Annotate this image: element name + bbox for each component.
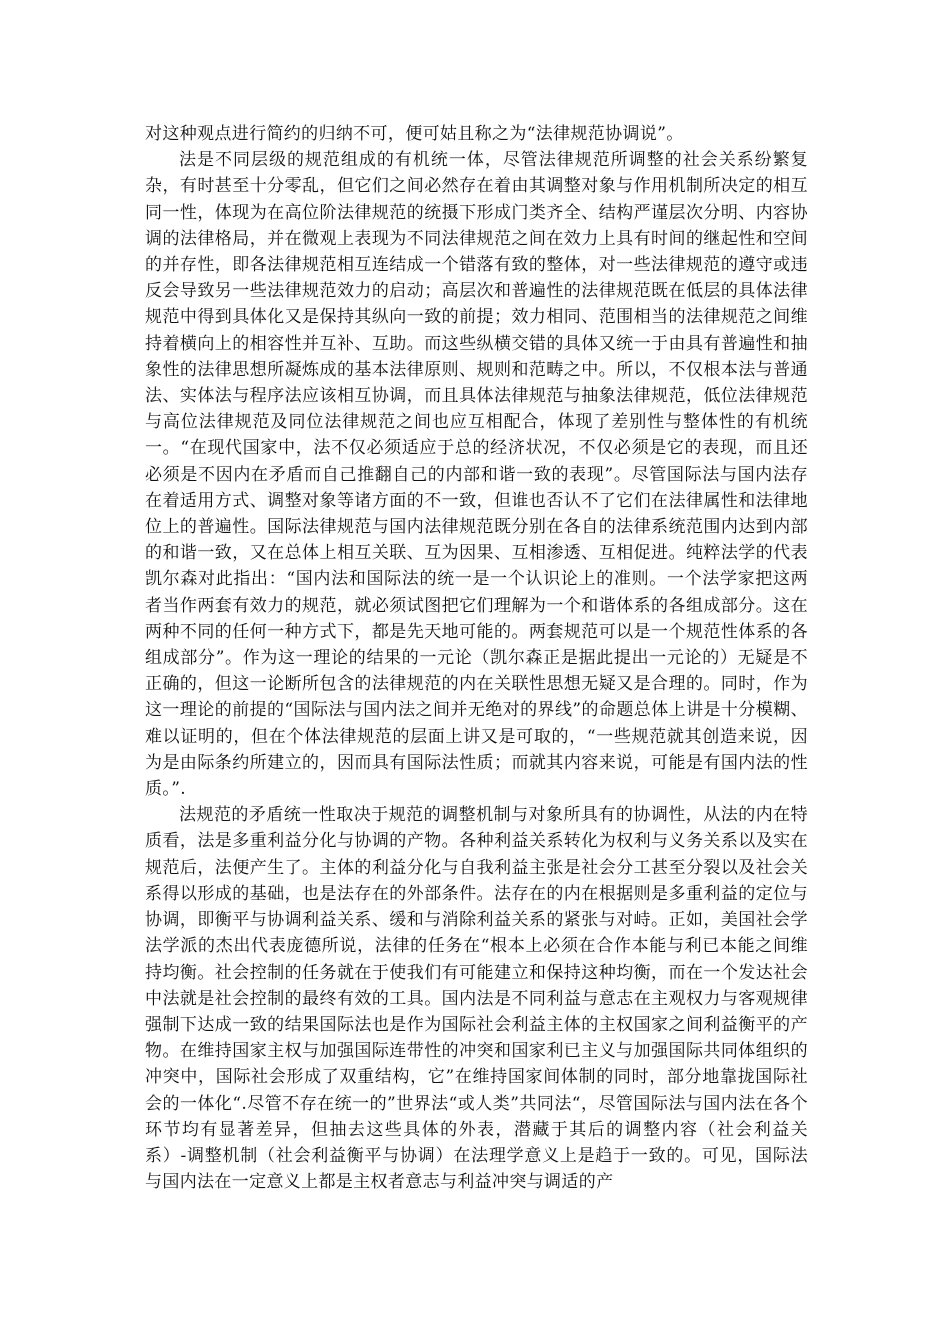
paragraph-continuation: 对这种观点进行简约的归纳不可，便可姑且称之为“法律规范协调说”。: [145, 124, 684, 144]
paragraph-legal-norm-unity: 法是不同层级的规范组成的有机统一体，尽管法律规范所调整的社会关系纷繁复杂，有时甚至十分零乱，但它们之间必然存在着由其调整对象与作用机制所决定的相互同一性，体现为在高位阶法律规范的统摄下形成门类齐全、结构严谨层次分明、内容协调的法律格局，并在微观上表现为不同法律规范之间在效力上具有时间的继起性和空间的并存性，即各法律规范相互连结成一个错落有致的整体，对一些法律规范的遵守或违反会导致另一些法律规范效力的启动；高层次和普遍性的法律规范既在低层的具体法律规范中得到具体化又是保持其纵向一致的前提；效力相同、范围相当的法律规范之间维持着横向上的相容性并互补、互助。而这些纵横交错的具体又统一于由具有普遍性和抽象性的法律思想所凝炼成的基本法律原则、规则和范畴之中。所以，不仅根本法与普通法、实体法与程序法应该相互协调，而且具体法律规范与抽象法律规范，低位法律规范与高位法律规范及同位法律规范之间也应互相配合，体现了差别性与整体性的有机统一。“在现代国家中，法不仅必须适应于总的经济状况，不仅必须是它的表现，而且还必须是不因内在矛盾而自己推翻自己的内部和谐一致的表现”。尽管国际法与国内法存在着适用方式、调整对象等诸方面的不一致，但谁也否认不了它们在法律属性和法律地位上的普遍性。国际法律规范与国内法律规范既分别在各自的法律系统范围内达到内部的和谐一致，又在总体上相互关联、互为因果、互相渗透、互相促进。纯粹法学的代表凯尔森对此指出：“国内法和国际法的统一是一个认识论上的准则。一个法学家把这两者当作两套有效力的规范，就必须试图把它们理解为一个和谐体系的各组成部分。这在两种不同的任何一种方式下，都是先天地可能的。两套规范可以是一个规范性体系的各组成部分”。作为这一理论的结果的一元论（凯尔森正是据此提出一元论的）无疑是不正确的，但这一论断所包含的法律规范的内在关联性思想无疑又是合理的。同时，作为这一理论的前提的“国际法与国内法之间并无绝对的界线”的命题总体上讲是十分模糊、难以证明的，但在个体法律规范的层面上讲又是可取的，“一些规范就其创造来说，因为是由际条约所建立的，因而具有国际法性质；而就其内容来说，可能是有国内法的性质。”.: [145, 150, 808, 800]
body-text: [145, 121, 808, 1195]
paragraph-interest-coordination: 法规范的矛盾统一性取决于规范的调整机制与对象所具有的协调性，从法的内在特质看，法是多重利益分化与协调的产物。各种利益关系转化为权利与义务关系以及实在规范后，法便产生了。主体的利益分化与自我利益主张是社会分工甚至分裂以及社会关系得以形成的基础，也是法存在的外部条件。法存在的内在根据则是多重利益的定位与协调，即衡平与协调利益关系、缓和与消除利益关系的紧张与对峙。正如，美国社会学法学派的杰出代表庞德所说，法律的任务在“根本上必须在合作本能与利已本能之间维持均衡。社会控制的任务就在于使我们有可能建立和保持这种均衡，而在一个发达社会中法就是社会控制的最终有效的工具。国内法是不同利益与意志在主观权力与客观规律强制下达成一致的结果国际法也是作为国际社会利益主体的主权国家之间利益衡平的产物。在维持国家主权与加强国际连带性的冲突和国家利已主义与加强国际共同体组织的冲突中，国际社会形成了双重结构，它”在维持国家间体制的同时，部分地靠拢国际社会的一体化“.尽管不存在统一的”世界法“或人类”共同法“，尽管国际法与国内法在各个环节均有显著差异，但抽去这些具体的外表，潜藏于其后的调整内容（社会利益关系）-调整机制（社会利益衡平与协调）在法理学意义上是趋于一致的。可见，国际法与国内法在一定意义上都是主权者意志与利益冲突与调适的产: [145, 805, 808, 1193]
